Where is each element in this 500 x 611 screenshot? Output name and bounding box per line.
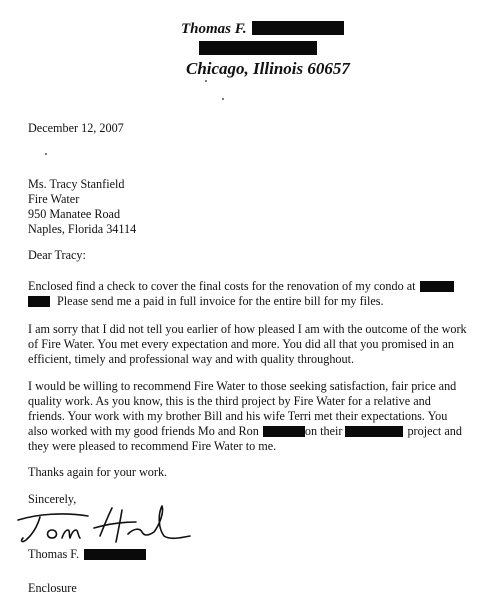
letter-date: December 12, 2007 xyxy=(28,121,124,135)
scan-speck xyxy=(45,153,47,155)
recipient-city: Naples, Florida 34114 xyxy=(28,222,137,236)
redaction-bar xyxy=(345,426,403,437)
paragraph-2-line-1: I am sorry that I did not tell you earlier of how pleased I am with the outcome of the work xyxy=(28,322,467,336)
letterhead-city: Chicago, Illinois 60657 xyxy=(186,59,350,78)
paragraph-1-line-2-text: Please send me a paid in full invoice for the entire bill for my files. xyxy=(57,294,384,308)
handwritten-signature xyxy=(8,500,198,550)
redaction-bar xyxy=(252,21,344,35)
signature-name-text: Thomas F. xyxy=(28,547,80,561)
closing: Sincerely, xyxy=(28,492,77,506)
paragraph-1-line-1-text: Enclosed find a check to cover the final costs for the renovation of my condo at xyxy=(28,279,416,293)
thanks-line: Thanks again for your work. xyxy=(28,465,168,479)
redaction-bar xyxy=(199,41,317,55)
paragraph-3-line-4-text-c: project and xyxy=(407,424,462,438)
redaction-bar xyxy=(420,281,454,292)
recipient-name: Ms. Tracy Stanfield xyxy=(28,177,125,191)
letterhead-name xyxy=(181,21,344,38)
paragraph-3 xyxy=(28,379,462,454)
paragraph-3-line-5: they were pleased to recommend Fire Water to me. xyxy=(28,439,277,453)
salutation: Dear Tracy: xyxy=(28,248,86,262)
paragraph-3-line-1: I would be willing to recommend Fire Water to those seeking satisfaction, fair price and xyxy=(28,379,457,393)
paragraph-1-line-1 xyxy=(28,279,454,294)
scan-speck xyxy=(222,98,224,100)
paragraph-2 xyxy=(28,322,467,367)
letterhead-name-text: Thomas F. xyxy=(181,21,247,37)
enclosure-note: Enclosure xyxy=(28,581,77,595)
paragraph-3-line-4-text-b: on their xyxy=(304,424,343,438)
paragraph-2-line-3: efficient, timely and professional way and with quality throughout. xyxy=(28,352,355,366)
redaction-bar xyxy=(263,426,305,437)
scan-speck xyxy=(205,80,207,82)
paragraph-3-line-3: friends. Your work with my brother Bill and his wife Terri met their expectations. You xyxy=(28,409,448,423)
paragraph-1 xyxy=(28,279,454,309)
redaction-bar xyxy=(28,296,50,307)
paragraph-1-line-2 xyxy=(28,294,454,309)
recipient-street: 950 Manatee Road xyxy=(28,207,121,221)
paragraph-2-line-2: of Fire Water. You met every expectation and more. You did all that you promised in an xyxy=(28,337,454,351)
paragraph-3-line-4 xyxy=(28,424,462,439)
signature-name xyxy=(28,547,146,562)
paragraph-3-line-4-text-a: also worked with my good friends Mo and Ron xyxy=(28,424,259,438)
redaction-bar xyxy=(84,549,146,560)
recipient-address xyxy=(28,177,136,237)
paragraph-3-line-2: quality work. As you know, this is the third project by Fire Water for a relative and xyxy=(28,394,431,408)
recipient-company: Fire Water xyxy=(28,192,80,206)
